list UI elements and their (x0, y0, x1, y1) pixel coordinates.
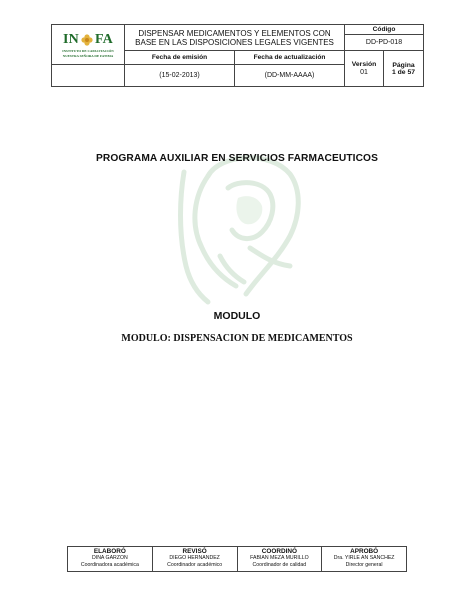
footer-cell-reviso (152, 547, 237, 572)
footer-cell-aprobo (322, 547, 407, 572)
logo-cell (52, 25, 125, 65)
fecha-emision-value: (15-02-2013) (125, 65, 235, 87)
version-value: 01 (360, 69, 368, 76)
logo-cell-bottom (52, 65, 125, 87)
document-header-table (51, 24, 424, 87)
version-cell (345, 51, 384, 87)
logo-line-1: INSTITUTO DE CAPACITACIÓN (62, 48, 114, 53)
footer-role: COORDINÓ (261, 548, 297, 555)
fecha-actualizacion-value: (DD-MM-AAAA) (235, 65, 345, 87)
pagina-label: Página (392, 61, 415, 69)
pagina-value: 1 de 57 (391, 68, 416, 76)
codigo-label: Código (345, 25, 424, 35)
footer-position: Coordinador académico (167, 561, 223, 568)
footer-cell-coordino (237, 547, 322, 572)
footer-position: Coordinador de calidad (252, 561, 307, 568)
footer-role: APROBÓ (350, 548, 379, 555)
program-title: PROGRAMA AUXILIAR EN SERVICIOS FARMACEUTICOS (96, 153, 378, 164)
document-title: DISPENSAR MEDICAMENTOS Y ELEMENTOS CON BASE EN LAS DISPOSICIONES LEGALES VIGENTES (125, 25, 345, 51)
logo-text-right: FA (94, 31, 113, 47)
footer-name: DINA GARZON (92, 555, 128, 561)
institution-logo (52, 32, 124, 58)
version-label: Versión (351, 61, 377, 68)
footer-position: Coordinadora académica (80, 561, 139, 568)
module-title: MODULO (213, 310, 261, 322)
footer-role: ELABORÓ (93, 548, 126, 555)
logo-text-left: IN (63, 31, 79, 47)
footer-name: FABIAN MEZA MURILLO (250, 555, 309, 561)
logo-line-2: NUESTRA SEÑORA DE FATIMA (62, 53, 114, 58)
pagina-cell (384, 51, 424, 87)
footer-cell-elaboro (68, 547, 153, 572)
module-subtitle: MODULO: DISPENSACION DE MEDICAMENTOS (121, 333, 353, 344)
approval-footer-table (67, 546, 407, 572)
fecha-emision-label: Fecha de emisión (125, 51, 235, 65)
codigo-value: DD-PD-018 (345, 35, 424, 51)
footer-name: DIEGO HERNANDEZ (169, 555, 220, 561)
fecha-actualizacion-label: Fecha de actualización (235, 51, 345, 65)
footer-role: REVISÓ (182, 548, 207, 555)
footer-name: Dra. YIRLE AN SANCHEZ (333, 555, 395, 561)
flower-emblem-icon (80, 33, 94, 47)
footer-position: Director general (345, 561, 383, 568)
